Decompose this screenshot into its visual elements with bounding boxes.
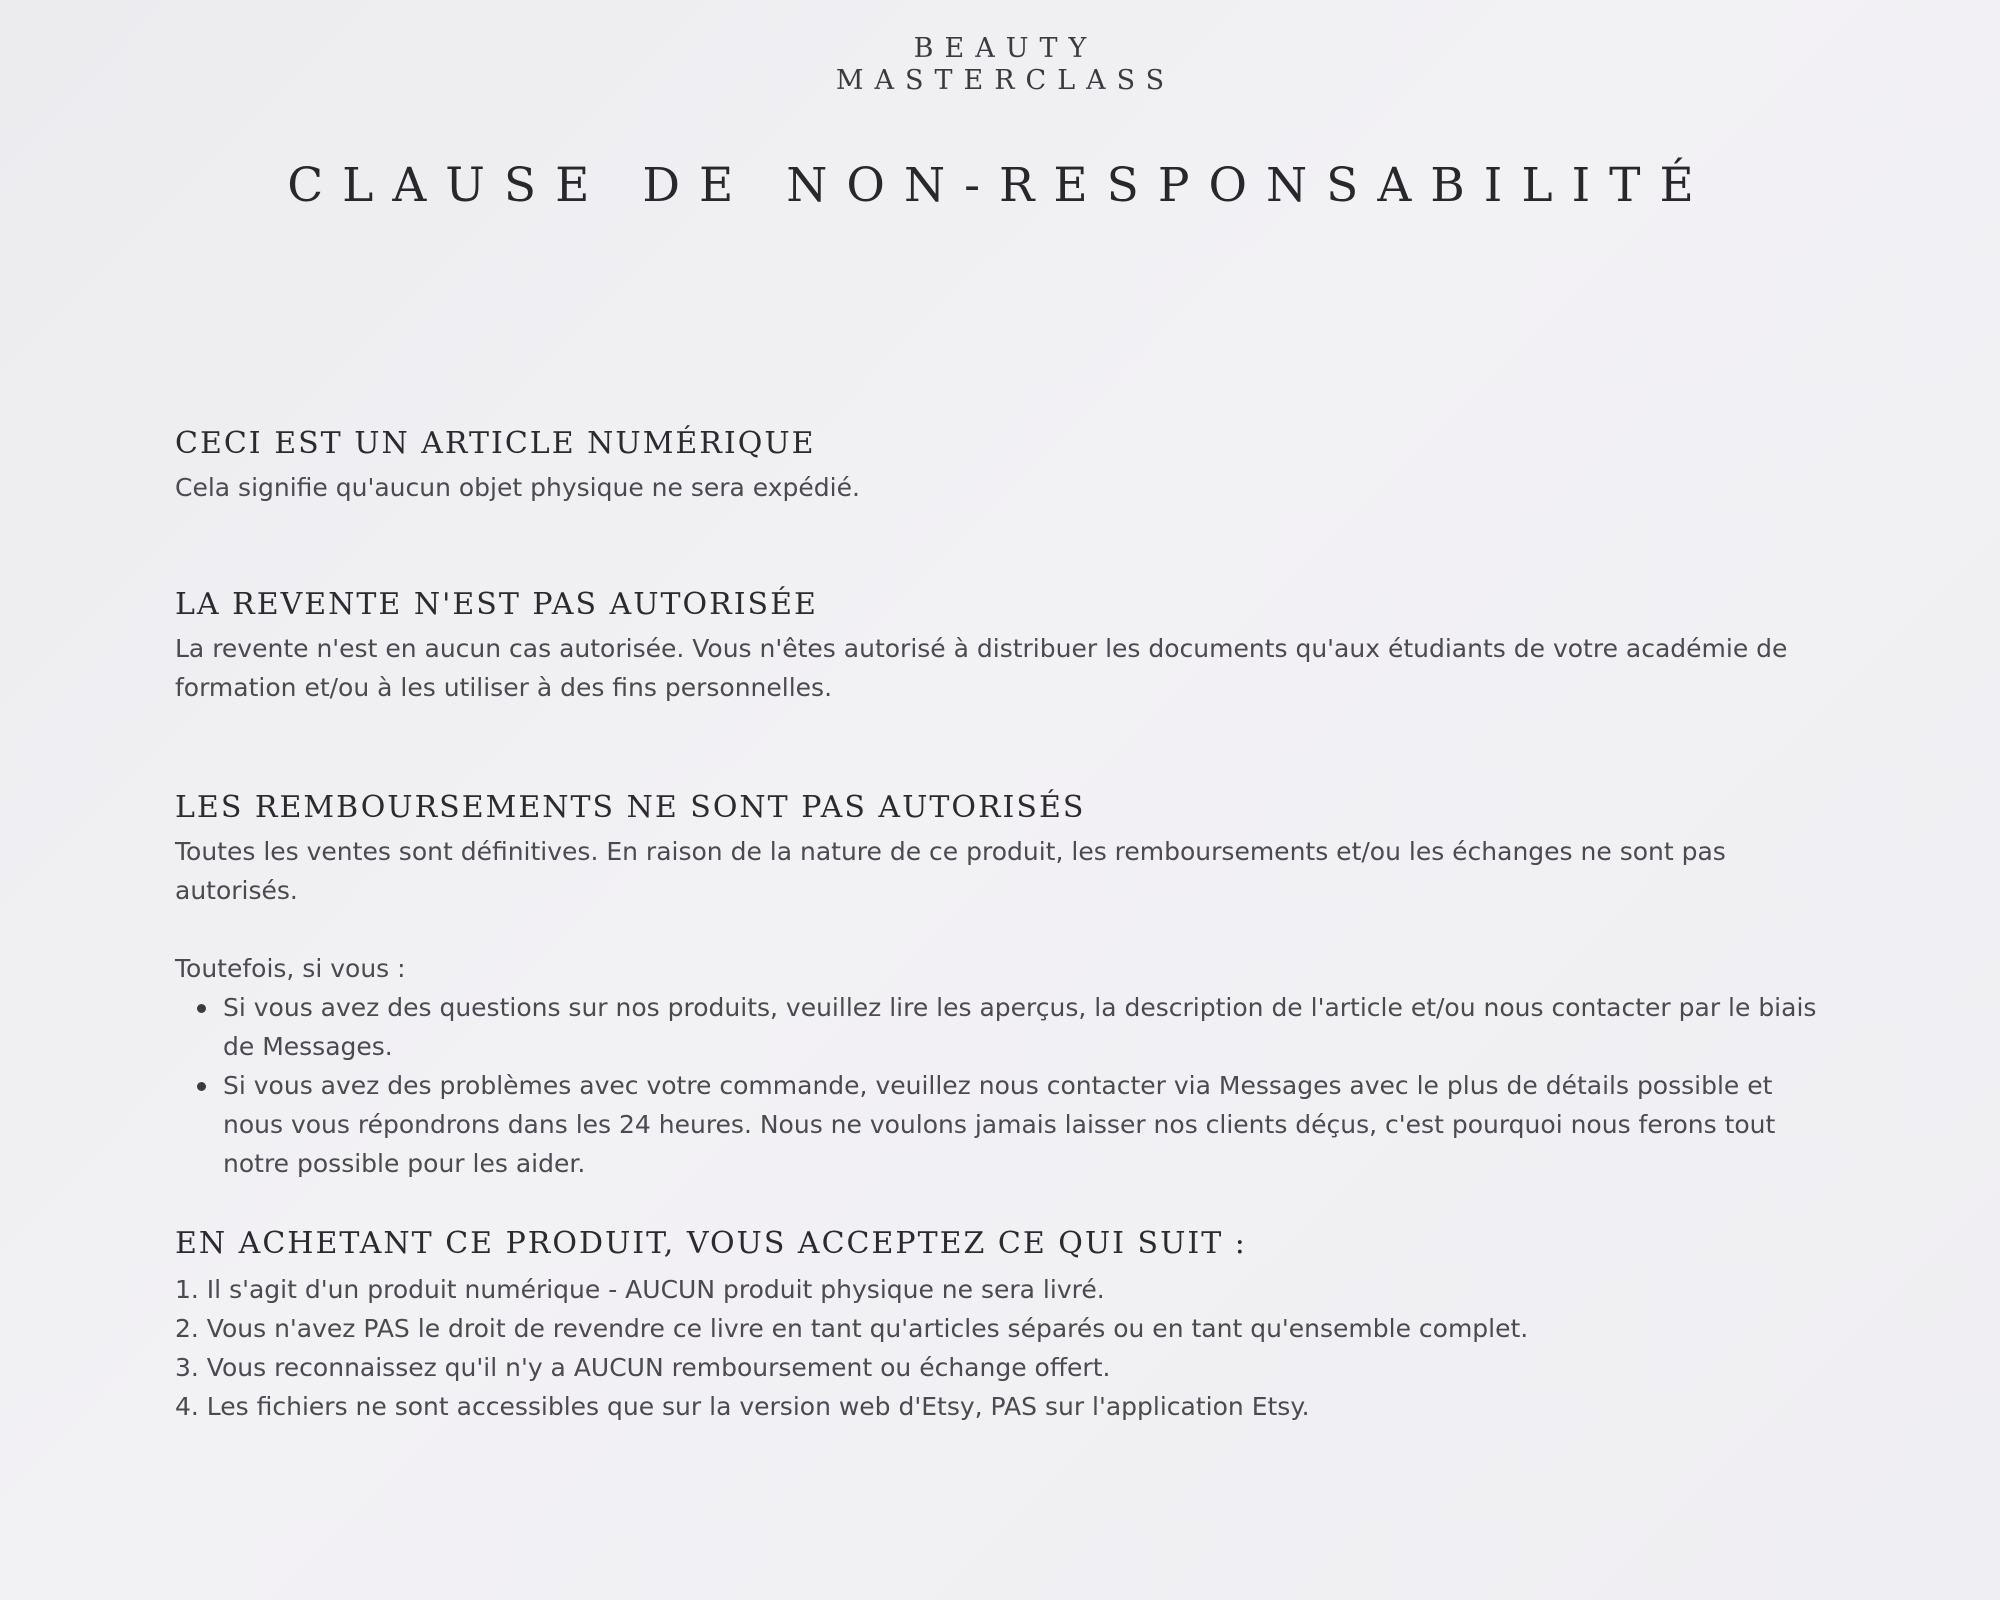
- section-refunds: [175, 788, 1840, 1183]
- list-item: [223, 988, 1840, 1066]
- page-title: CLAUSE DE NON-RESPONSABILITÉ: [287, 158, 1713, 213]
- section-text: La revente n'est en aucun cas autorisée. Vous n'êtes autorisé à distribuer les documents qu'aux étudiants de votre académie de formation et/ou à les utiliser à des fins personnelles.: [175, 634, 1788, 702]
- section-digital-item: [175, 424, 1840, 507]
- list-item-text: Si vous avez des problèmes avec votre commande, veuillez nous contacter via Messages avec le plus de détails possible et nous vous répondrons dans les 24 heures. Nous ne voulons jamais laisser nos clients déçus, c'est pourquoi nous ferons tout notre possible pour les aider.: [223, 1071, 1776, 1178]
- bullet-icon: [197, 1082, 206, 1091]
- list-item: [223, 1066, 1840, 1183]
- list-item: 2. Vous n'avez PAS le droit de revendre ce livre en tant qu'articles séparés ou en tant qu'ensemble complet.: [175, 1314, 1529, 1343]
- section-heading: LES REMBOURSEMENTS NE SONT PAS AUTORISÉS: [175, 790, 1086, 825]
- bullet-icon: [197, 1004, 206, 1013]
- section-terms: [175, 1224, 1840, 1426]
- section-text: Toutes les ventes sont définitives. En raison de la nature de ce produit, les remboursements et/ou les échanges ne sont pas autorisés.: [175, 837, 1726, 905]
- brand-logo: [0, 33, 2000, 97]
- bullet-list: [175, 988, 1840, 1183]
- disclaimer-content: [175, 424, 1840, 1426]
- section-resale: [175, 585, 1840, 707]
- section-heading: CECI EST UN ARTICLE NUMÉRIQUE: [175, 426, 816, 461]
- brand-line-1: BEAUTY: [913, 33, 1098, 64]
- section-intro: Toutefois, si vous :: [175, 954, 406, 983]
- list-item-text: Si vous avez des questions sur nos produits, veuillez lire les aperçus, la description de l'article et/ou nous contacter par le biais de Messages.: [223, 993, 1817, 1061]
- section-heading: EN ACHETANT CE PRODUIT, VOUS ACCEPTEZ CE QUI SUIT :: [175, 1226, 1247, 1261]
- terms-list: [175, 1270, 1840, 1426]
- list-item: 1. Il s'agit d'un produit numérique - AUCUN produit physique ne sera livré.: [175, 1275, 1105, 1304]
- brand-line-2: MASTERCLASS: [835, 65, 1176, 96]
- section-text: Cela signifie qu'aucun objet physique ne sera expédié.: [175, 473, 860, 502]
- list-item: 3. Vous reconnaissez qu'il n'y a AUCUN remboursement ou échange offert.: [175, 1353, 1111, 1382]
- section-heading: LA REVENTE N'EST PAS AUTORISÉE: [175, 587, 818, 622]
- list-item: 4. Les fichiers ne sont accessibles que sur la version web d'Etsy, PAS sur l'application Etsy.: [175, 1392, 1310, 1421]
